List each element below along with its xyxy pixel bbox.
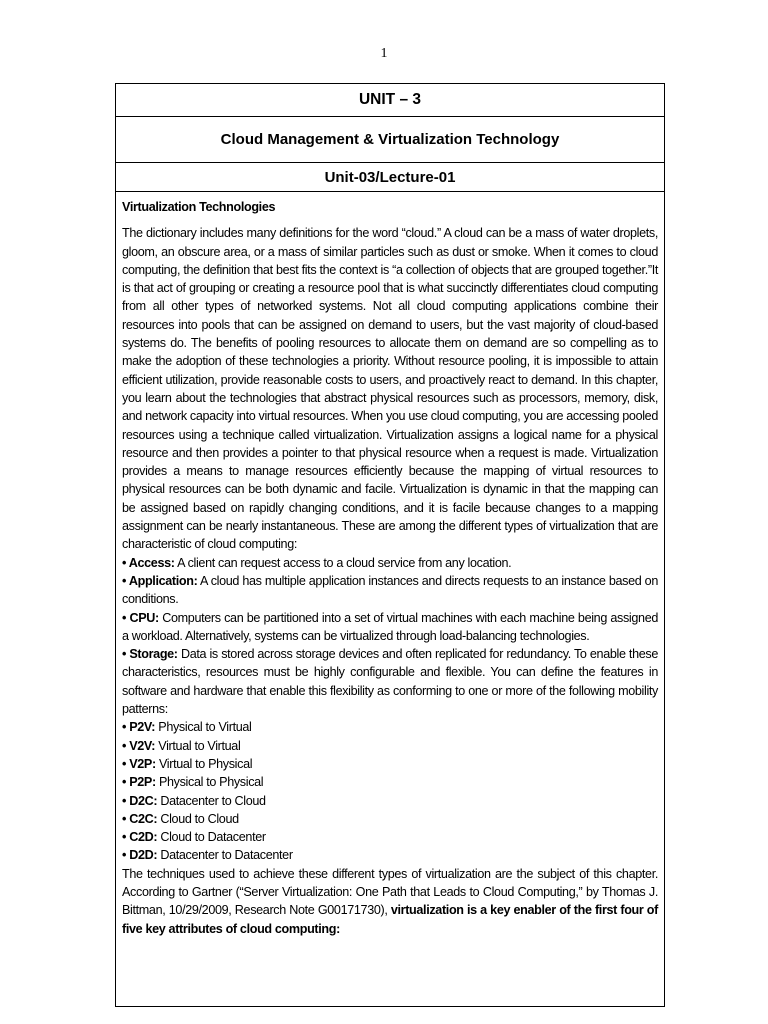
type-term: • CPU:	[122, 610, 159, 625]
pattern-text: Virtual to Virtual	[155, 738, 241, 753]
pattern-text: Datacenter to Datacenter	[157, 848, 293, 863]
lecture-row	[116, 163, 665, 192]
content-body	[122, 198, 658, 938]
list-item	[122, 846, 658, 864]
type-text: A client can request access to a cloud service from any location.	[174, 555, 512, 570]
pattern-text: Physical to Physical	[155, 775, 264, 790]
pattern-term: • C2C:	[122, 811, 158, 826]
closing-text: The techniques used to achieve these different types of virtualization are the subject of this chapter. According to Gartner (“Server Virtualization: One Path that Leads to Cloud Computing,” by Thomas J. Bittman, 10/29/2009, Research Note G00171730),	[122, 866, 658, 918]
unit-row	[116, 84, 665, 117]
list-item	[122, 718, 658, 736]
pattern-text: Datacenter to Cloud	[157, 793, 266, 808]
virtualization-types-list	[122, 554, 658, 719]
type-term: • Application:	[122, 573, 198, 588]
lecture-table	[115, 83, 665, 1007]
content-row	[116, 192, 665, 1007]
unit-heading: UNIT – 3	[116, 84, 665, 117]
closing-bold-text: virtualization is a key enabler of the first four of five key attributes of cloud computing:	[122, 903, 658, 936]
pattern-term: • C2D:	[122, 830, 158, 845]
course-title: Cloud Management & Virtualization Technology	[116, 117, 665, 163]
list-item	[122, 645, 658, 718]
list-item	[122, 554, 658, 572]
lecture-label: Unit-03/Lecture-01	[116, 163, 665, 192]
section-heading: Virtualization Technologies	[122, 200, 276, 214]
intro-paragraph: The dictionary includes many definitions for the word “cloud.” A cloud can be a mass of water droplets, gloom, an obscure area, or a mass of similar particles such as dust or smoke. When it comes to cloud computing, the definition that best fits the context is “a collection of objects that are grouped together.”It is that act of grouping or creating a resource pool that is what succinctly differentiates cloud computing from all other types of networked systems. Not all cloud computing applications combine their resources into pools that can be assigned on demand to users, but the vast majority of cloud-based systems do. The benefits of pooling resources to allocate them on demand are so compelling as to make the adoption of these technologies a priority. Without resource pooling, it is impossible to attain efficient utilization, provide reasonable costs to users, and proactively react to demand. In this chapter, you learn about the technologies that abstract physical resources such as processors, memory, disk, and network capacity into virtual resources. When you use cloud computing, you are accessing pooled resources using a technique called virtualization. Virtualization assigns a logical name for a physical resource and then provides a pointer to that physical resource when a request is made. Virtualization provides a means to manage resources efficiently because the mapping of virtual resources to physical resources can be both dynamic and facile. Virtualization is dynamic in that the mapping can be assigned based on rapidly changing conditions, and it is facile because changes to a mapping assignment can be nearly instantaneous. These are among the different types of virtualization that are characteristic of cloud computing:	[122, 226, 658, 552]
pattern-text: Cloud to Datacenter	[157, 830, 266, 845]
type-term: • Storage:	[122, 647, 178, 662]
list-item	[122, 572, 658, 609]
pattern-text: Virtual to Physical	[155, 756, 253, 771]
pattern-text: Physical to Virtual	[155, 720, 252, 735]
pattern-term: • P2P:	[122, 775, 156, 790]
list-item	[122, 737, 658, 755]
pattern-text: Cloud to Cloud	[157, 811, 239, 826]
list-item	[122, 755, 658, 773]
closing-paragraph	[122, 865, 658, 938]
pattern-term: • D2D:	[122, 848, 158, 863]
type-text: Data is stored across storage devices and often replicated for redundancy. To enable these characteristics, resources must be highly configurable and flexible. You can define the features in software and hardware that enable this flexibility as conforming to one or more of the following mobility patterns:	[122, 647, 658, 717]
list-item	[122, 810, 658, 828]
pattern-term: • V2V:	[122, 738, 156, 753]
pattern-term: • P2V:	[122, 720, 156, 735]
list-item	[122, 609, 658, 646]
list-item	[122, 828, 658, 846]
list-item	[122, 773, 658, 791]
list-item	[122, 792, 658, 810]
type-term: • Access:	[122, 555, 175, 570]
pattern-term: • V2P:	[122, 756, 156, 771]
type-text: Computers can be partitioned into a set of virtual machines with each machine being assigned a workload. Alternatively, systems can be virtualized through load-balancing technologies.	[122, 610, 658, 643]
content-cell	[116, 192, 665, 1007]
mobility-patterns-list	[122, 718, 658, 864]
title-row	[116, 117, 665, 163]
page-number: 1	[380, 46, 388, 61]
pattern-term: • D2C:	[122, 793, 158, 808]
type-text: A cloud has multiple application instances and directs requests to an instance based on conditions.	[122, 573, 658, 607]
